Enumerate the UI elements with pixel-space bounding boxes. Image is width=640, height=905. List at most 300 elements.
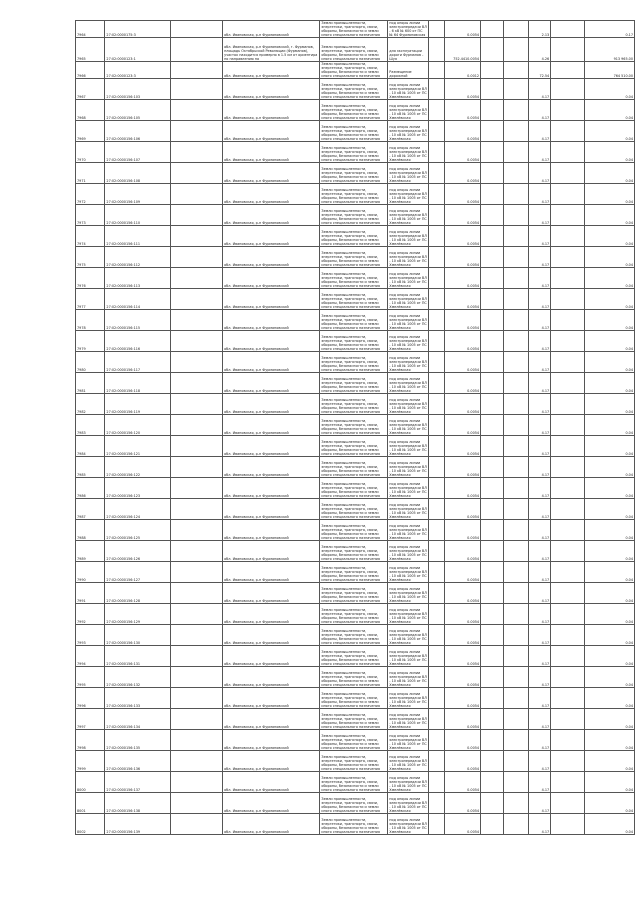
cell-empty: [429, 373, 445, 394]
cell-area: 0.0054: [444, 667, 480, 688]
cell-empty: [429, 478, 445, 499]
cell-addr: обл. Ивановская, р-н Фурмановский: [223, 457, 320, 478]
table-row: [76, 604, 635, 625]
table-row: [76, 373, 635, 394]
cell-empty: [551, 38, 585, 62]
cell-use: под опоры линии электропередачи ВЛ - 10 кВ № 1005 от ПС Хмелёвская: [388, 625, 429, 646]
cell-use: под опоры линии электропередачи ВЛ - 6 кВ № 600 от ПС № 64 Фурмановская: [389, 21, 427, 37]
cell-no: 8002: [76, 814, 105, 835]
cell-cat: Земли промышленности, энергетики, транспорта, связи, обороны, безопасности и земли иного специального назначения: [320, 331, 388, 352]
table-row: [76, 772, 635, 793]
cell-empty: [551, 814, 585, 835]
table-row: [76, 394, 635, 415]
cell-empty: [551, 604, 585, 625]
cell-total: 0.17: [585, 21, 635, 38]
cell-use: под опоры линии электропередачи ВЛ - 10 кВ № 1005 от ПС Хмелёвская: [388, 604, 429, 625]
cell-empty: [503, 373, 528, 394]
cell-cost: 4.17: [528, 646, 551, 667]
cell-addr: обл. Ивановская, р-н Фурмановский: [223, 21, 320, 38]
cell-cad: 27:02:0000156:109: [105, 184, 171, 205]
table-row: [76, 142, 635, 163]
cell-empty: [429, 247, 445, 268]
cell-empty: [551, 541, 585, 562]
cell-cost: 4.17: [528, 352, 551, 373]
cell-addr: обл. Ивановская, р-н Фурмановский, г. Фурманов, площадь Октябрьской Революции (Фурманов), участок находится примерно в 1.5 км от ориентира по направлению на: [223, 38, 320, 62]
cell-empty: [171, 520, 223, 541]
cell-addr: обл. Ивановская, р-н Фурмановский: [223, 646, 320, 667]
cell-total: 0.04: [585, 310, 635, 331]
cell-empty: [503, 247, 528, 268]
cell-use: под опоры линии электропередачи ВЛ - 10 кВ № 1005 от ПС Хмелёвская: [388, 457, 429, 478]
cell-empty: [503, 205, 528, 226]
table-row: [76, 310, 635, 331]
cell-cad: 27:02:0000156:119: [105, 394, 171, 415]
cell-cost: 4.17: [528, 814, 551, 835]
table-row: [76, 121, 635, 142]
cell-area: 0.0054: [444, 772, 480, 793]
cell-cost: 4.17: [528, 730, 551, 751]
cell-cost: 4.17: [528, 373, 551, 394]
cell-addr: обл. Ивановская, р-н Фурмановский: [223, 604, 320, 625]
cell-cost: 4.17: [528, 667, 551, 688]
cell-use: под опоры линии электропередачи ВЛ - 10 кВ № 1005 от ПС Хмелёвская: [388, 310, 429, 331]
cell-empty: [481, 709, 504, 730]
cell-empty: [503, 226, 528, 247]
cell-empty: [481, 814, 504, 835]
cell-area: 0.0054: [444, 394, 480, 415]
cell-no: 7995: [76, 667, 105, 688]
cell-empty: [171, 21, 223, 38]
cell-empty: [481, 205, 504, 226]
cell-no: 7975: [76, 247, 105, 268]
cell-total: 0.04: [585, 751, 635, 772]
table-row: [76, 751, 635, 772]
cell-use: под опоры линии электропередачи ВЛ - 10 кВ № 1005 от ПС Хмелёвская: [388, 373, 429, 394]
cell-cost: 4.17: [528, 289, 551, 310]
cell-cat: Земли промышленности, энергетики, транспорта, связи, обороны, безопасности и земли иного специального назначения: [320, 415, 388, 436]
cell-empty: [551, 289, 585, 310]
table-row: [76, 625, 635, 646]
cell-use: под опоры линии электропередачи ВЛ - 10 кВ № 1005 от ПС Хмелёвская: [388, 121, 429, 142]
cell-area: 0.0054: [444, 415, 480, 436]
cell-cat: Земли промышленности, энергетики, транспорта, связи, обороны, безопасности и земли иного специального назначения: [320, 793, 388, 814]
table-row: [76, 331, 635, 352]
cell-empty: [171, 100, 223, 121]
cell-cat: Земли промышленности, энергетики, транспорта, связи, обороны, безопасности и земли иного специального назначения: [320, 520, 388, 541]
cell-cad: 27:02:0000156:113: [105, 268, 171, 289]
cell-empty: [171, 499, 223, 520]
table-row: [76, 62, 635, 79]
cell-no: 7964: [76, 21, 105, 38]
cell-total: 0.04: [585, 478, 635, 499]
cell-area: 0.0054: [444, 814, 480, 835]
cell-use: под опоры линии электропередачи ВЛ - 10 кВ № 1005 от ПС Хмелёвская: [388, 583, 429, 604]
cell-empty: [429, 121, 445, 142]
cell-cat: Земли промышленности, энергетики, транспорта, связи, обороны, безопасности и земли иного специального назначения: [320, 667, 388, 688]
cell-empty: [481, 457, 504, 478]
cell-empty: [503, 709, 528, 730]
cell-cat: Земли промышленности, энергетики, транспорта, связи, обороны, безопасности и земли иного специального назначения: [320, 100, 388, 121]
table-row: [76, 583, 635, 604]
cell-cost: 4.17: [528, 184, 551, 205]
cell-total: 0.04: [585, 373, 635, 394]
cell-cost: 4.17: [528, 100, 551, 121]
cell-total: 0.04: [585, 415, 635, 436]
cell-area: 0.0054: [444, 583, 480, 604]
cell-addr: обл. Ивановская, р-н Фурмановский: [223, 79, 320, 100]
cell-no: 7982: [76, 394, 105, 415]
cell-no: 7976: [76, 268, 105, 289]
cell-area: 0.0054: [444, 142, 480, 163]
cell-empty: [481, 121, 504, 142]
cell-cost: 4.17: [528, 415, 551, 436]
cell-cost: 4.17: [528, 625, 551, 646]
cell-total: 0.04: [585, 730, 635, 751]
cell-cost: 4.17: [528, 604, 551, 625]
cell-empty: [429, 415, 445, 436]
cell-cost: 4.26: [528, 38, 551, 62]
cell-total: 0.04: [585, 772, 635, 793]
cell-empty: [429, 21, 445, 38]
cell-empty: [481, 730, 504, 751]
cell-empty: [503, 100, 528, 121]
cell-cat: Земли промышленности, энергетики, транспорта, связи, обороны, безопасности и земли иного специального назначения: [320, 478, 388, 499]
cell-use: под опоры линии электропередачи ВЛ - 10 кВ № 1005 от ПС Хмелёвская: [388, 646, 429, 667]
cell-addr: обл. Ивановская, р-н Фурмановский: [223, 373, 320, 394]
cell-no: 7974: [76, 226, 105, 247]
cell-cat: Земли промышленности, энергетики, транспорта, связи, обороны, безопасности и земли иного специального назначения: [320, 163, 388, 184]
cell-empty: [503, 289, 528, 310]
cell-empty: [503, 541, 528, 562]
cell-total: 0.04: [585, 394, 635, 415]
cell-no: 7985: [76, 457, 105, 478]
cell-area: 0.0054: [444, 562, 480, 583]
cell-use: под опоры линии электропередачи ВЛ - 10 кВ № 1005 от ПС Хмелёвская: [388, 751, 429, 772]
cell-cost: 4.17: [528, 79, 551, 100]
cell-empty: [551, 457, 585, 478]
cell-empty: [481, 310, 504, 331]
cell-cat: Земли промышленности, энергетики, транспорта, связи, обороны, безопасности и земли иного специального назначения: [320, 121, 388, 142]
cell-empty: [503, 415, 528, 436]
cell-addr: обл. Ивановская, р-н Фурмановский: [223, 394, 320, 415]
cell-use: под опоры линии электропередачи ВЛ - 10 кВ № 1005 от ПС Хмелёвская: [388, 562, 429, 583]
cell-area: 0.0054: [444, 289, 480, 310]
cell-cat: Земли промышленности, энергетики, транспорта, связи, обороны, безопасности и земли иного специального назначения: [320, 709, 388, 730]
cell-addr: обл. Ивановская, р-н Фурмановский: [223, 562, 320, 583]
cell-empty: [503, 62, 528, 79]
cell-total: 0.04: [585, 604, 635, 625]
cell-no: 7992: [76, 604, 105, 625]
cell-empty: [429, 310, 445, 331]
cell-cat: Земли промышленности, энергетики, транспорта, связи, обороны, безопасности и земли иного специального назначения: [320, 541, 388, 562]
cell-empty: [551, 751, 585, 772]
table-row: [76, 205, 635, 226]
cell-area: 0.0054: [444, 184, 480, 205]
cell-empty: [551, 331, 585, 352]
cell-cad: 27:02:0000156:114: [105, 289, 171, 310]
cell-cat: Земли промышленности, энергетики, транспорта, связи, обороны, безопасности и земли иного специального назначения: [320, 436, 388, 457]
cell-empty: [481, 667, 504, 688]
cell-total: 0.04: [585, 289, 635, 310]
cell-empty: [551, 709, 585, 730]
cell-cat: Земли промышленности, энергетики, транспорта, связи, обороны, безопасности и земли иного специального назначения: [320, 394, 388, 415]
cell-total: 0.04: [585, 121, 635, 142]
cell-area: 0.0054: [444, 457, 480, 478]
cell-empty: [171, 625, 223, 646]
cell-empty: [551, 667, 585, 688]
cell-cad: 27:02:0000156:135: [105, 730, 171, 751]
cell-empty: [171, 184, 223, 205]
cell-cad: 27:02:0000156:138: [105, 793, 171, 814]
cell-area: 0.0054: [444, 499, 480, 520]
cell-total: 0.04: [585, 688, 635, 709]
table-row: [76, 688, 635, 709]
cell-empty: [503, 646, 528, 667]
cell-cost: 4.17: [528, 562, 551, 583]
cell-no: 7997: [76, 709, 105, 730]
cell-use: под опоры линии электропередачи ВЛ - 10 кВ № 1005 от ПС Хмелёвская: [388, 478, 429, 499]
cell-cost: 4.17: [528, 520, 551, 541]
cell-cat: Земли промышленности, энергетики, транспорта, связи, обороны, безопасности и земли иного специального назначения: [320, 268, 388, 289]
cell-cost: 4.17: [528, 331, 551, 352]
cell-cad: 27:02:0000156:123: [105, 478, 171, 499]
cell-empty: [551, 772, 585, 793]
cell-use: под опоры линии электропередачи ВЛ - 10 кВ № 1005 от ПС Хмелёвская: [388, 100, 429, 121]
cell-cad: 27:02:0000156:132: [105, 667, 171, 688]
cell-empty: [551, 121, 585, 142]
cell-empty: [429, 142, 445, 163]
cell-empty: [171, 709, 223, 730]
table-row: [76, 520, 635, 541]
cell-area: 0.0054: [444, 163, 480, 184]
cell-empty: [503, 310, 528, 331]
cell-cat: Земли промышленности, энергетики, транспорта, связи, обороны, безопасности и земли иного специального назначения: [320, 583, 388, 604]
cell-cad: 27:02:0000156:122: [105, 457, 171, 478]
cell-cad: 27:02:0000156:111: [105, 226, 171, 247]
cell-cat: Земли промышленности, энергетики, транспорта, связи, обороны, безопасности и земли иного специального назначения: [320, 814, 388, 835]
cell-addr: обл. Ивановская, р-н Фурмановский: [223, 100, 320, 121]
cell-no: 7983: [76, 415, 105, 436]
cell-cat: Земли промышленности, энергетики, транспорта, связи, обороны, безопасности и земли иного специального назначения: [320, 352, 388, 373]
cell-use: под опоры линии электропередачи ВЛ - 10 кВ № 1005 от ПС Хмелёвская: [388, 226, 429, 247]
cell-cat: Земли промышленности, энергетики, транспорта, связи, обороны, безопасности и земли иного специального назначения: [320, 499, 388, 520]
cell-empty: [481, 226, 504, 247]
cell-use: под опоры линии электропередачи ВЛ - 10 кВ № 1005 от ПС Хмелёвская: [388, 163, 429, 184]
cell-use: Размещение дорожной: [388, 62, 429, 79]
table-row: [76, 457, 635, 478]
cell-empty: [551, 688, 585, 709]
cell-empty: [429, 583, 445, 604]
cell-empty: [171, 667, 223, 688]
cell-total: 0.04: [585, 583, 635, 604]
cell-empty: [551, 415, 585, 436]
cell-empty: [171, 562, 223, 583]
cell-total: 0.04: [585, 79, 635, 100]
cell-empty: [429, 205, 445, 226]
table-row: [76, 562, 635, 583]
table-row: [76, 163, 635, 184]
cell-empty: [503, 121, 528, 142]
cell-addr: обл. Ивановская, р-н Фурмановский: [223, 436, 320, 457]
cell-cat: Земли промышленности, энергетики, транспорта, связи, обороны, безопасности и земли иного специального назначения: [320, 79, 388, 100]
cell-cad: 27:02:0000156:129: [105, 604, 171, 625]
cell-area: 0.0054: [444, 625, 480, 646]
cell-addr: обл. Ивановская, р-н Фурмановский: [223, 289, 320, 310]
cell-addr: обл. Ивановская, р-н Фурмановский: [223, 793, 320, 814]
cell-empty: [481, 520, 504, 541]
cell-empty: [171, 247, 223, 268]
cell-cad: 27:02:0000175:3: [105, 21, 171, 38]
cell-cat: Земли промышленности, энергетики, транспорта, связи, обороны, безопасности и земли иного специального назначения: [320, 373, 388, 394]
cell-cad: 27:02:0000156:128: [105, 583, 171, 604]
cell-cat: Земли промышленности, энергетики, транспорта, связи, обороны, безопасности и земли иного специального назначения: [320, 772, 388, 793]
cell-addr: обл. Ивановская, р-н Фурмановский: [223, 268, 320, 289]
cell-area: 752.4410.0054: [444, 38, 480, 62]
cell-cost: 4.17: [528, 142, 551, 163]
cell-use: под опоры линии электропередачи ВЛ - 10 кВ № 1005 от ПС Хмелёвская: [388, 289, 429, 310]
cell-empty: [503, 814, 528, 835]
cell-empty: [429, 793, 445, 814]
cell-cad: 27:02:0000156:126: [105, 541, 171, 562]
cell-cad: 27:02:0000156:108: [105, 163, 171, 184]
cell-use: для эксплуатации дороги Фурманов - Шуя: [388, 38, 429, 62]
cell-use: под опоры линии электропередачи ВЛ - 10 кВ № 1005 от ПС Хмелёвская: [388, 352, 429, 373]
cell-empty: [429, 562, 445, 583]
cell-addr: обл. Ивановская, р-н Фурмановский: [223, 163, 320, 184]
cell-cost: 4.17: [528, 436, 551, 457]
cell-empty: [429, 667, 445, 688]
cell-addr: обл. Ивановская, р-н Фурмановский: [223, 310, 320, 331]
cell-no: 7972: [76, 184, 105, 205]
cell-cost: 4.17: [528, 688, 551, 709]
cell-empty: [171, 163, 223, 184]
table-row: [76, 478, 635, 499]
cell-empty: [171, 583, 223, 604]
cell-cat: Земли промышленности, энергетики, транспорта, связи, обороны, безопасности и земли иного специального назначения: [320, 21, 388, 38]
cell-area: 0.0054: [444, 100, 480, 121]
cell-empty: [481, 21, 504, 38]
cell-cost: 4.17: [528, 394, 551, 415]
cell-area: 0.0054: [444, 688, 480, 709]
cell-addr: обл. Ивановская, р-н Фурмановский: [223, 814, 320, 835]
cell-cad: 27:02:0000156:118: [105, 373, 171, 394]
cell-cat: Земли промышленности, энергетики, транспорта, связи, обороны, безопасности и земли иного специального назначения: [320, 457, 388, 478]
cell-empty: [503, 751, 528, 772]
cell-cad: 27:02:0000156:134: [105, 709, 171, 730]
cell-addr: обл. Ивановская, р-н Фурмановский: [223, 352, 320, 373]
cell-cost: 4.17: [528, 793, 551, 814]
cell-empty: [551, 247, 585, 268]
cell-empty: [481, 62, 504, 79]
cell-cat: Земли промышленности, энергетики, транспорта, связи, обороны, безопасности и земли иного специального назначения: [320, 142, 388, 163]
cell-empty: [481, 751, 504, 772]
table-row: [76, 415, 635, 436]
cell-empty: [429, 751, 445, 772]
cell-area: 0.0054: [444, 268, 480, 289]
cell-empty: [171, 289, 223, 310]
cell-cad: 27:02:0000156:125: [105, 520, 171, 541]
cell-empty: [551, 100, 585, 121]
cell-no: 7980: [76, 352, 105, 373]
cell-cost: 4.17: [528, 226, 551, 247]
cell-empty: [481, 478, 504, 499]
cell-empty: [503, 38, 528, 62]
cell-empty: [429, 520, 445, 541]
cell-total: 0.04: [585, 142, 635, 163]
cell-empty: [503, 79, 528, 100]
cell-cad: 27:02:0000156:110: [105, 205, 171, 226]
cell-empty: [429, 163, 445, 184]
cell-use: под опоры линии электропередачи ВЛ - 10 кВ № 1005 от ПС Хмелёвская: [388, 541, 429, 562]
cell-empty: [429, 79, 445, 100]
cell-empty: [481, 184, 504, 205]
cell-empty: [481, 583, 504, 604]
cell-empty: [429, 457, 445, 478]
cell-empty: [551, 625, 585, 646]
cell-empty: [551, 142, 585, 163]
cell-cat: Земли промышленности, энергетики, транспорта, связи, обороны, безопасности и земли иного специального назначения: [320, 310, 388, 331]
cell-empty: [503, 730, 528, 751]
cell-addr: обл. Ивановская, р-н Фурмановский: [223, 625, 320, 646]
cell-area: 0.0054: [444, 121, 480, 142]
cell-addr: обл. Ивановская, р-н Фурмановский: [223, 772, 320, 793]
cell-empty: [481, 625, 504, 646]
cell-cost: 4.17: [528, 751, 551, 772]
cell-use: под опоры линии электропередачи ВЛ - 10 кВ № 1005 от ПС Хмелёвская: [388, 730, 429, 751]
cell-cad: 27:02:0000156:105: [105, 100, 171, 121]
cell-area: 0.0054: [444, 541, 480, 562]
cell-empty: [171, 226, 223, 247]
cell-empty: [429, 625, 445, 646]
cell-cad: 27:02:0000156:127: [105, 562, 171, 583]
cell-area: 0.0054: [444, 226, 480, 247]
table-row: [76, 730, 635, 751]
cell-empty: [429, 289, 445, 310]
cell-cad: 27:02:0000156:130: [105, 625, 171, 646]
cell-empty: [429, 38, 445, 62]
cell-total: 0.04: [585, 184, 635, 205]
cell-empty: [551, 184, 585, 205]
cell-cost: 72.54: [528, 62, 551, 79]
table-row: [76, 541, 635, 562]
table-row: [76, 499, 635, 520]
cell-cat: Земли промышленности, энергетики, транспорта, связи, обороны, безопасности и земли иного специального назначения: [320, 646, 388, 667]
cell-empty: [503, 457, 528, 478]
table-row: [76, 226, 635, 247]
cell-empty: [171, 793, 223, 814]
cell-total: 0.04: [585, 436, 635, 457]
cell-cad: 27:02:0000156:115: [105, 310, 171, 331]
cell-area: 0.0054: [444, 751, 480, 772]
cell-area: 0.0054: [444, 310, 480, 331]
cell-empty: [503, 772, 528, 793]
cell-cad: 27:02:0000156:103: [105, 79, 171, 100]
cell-cad: 27:02:0000156:137: [105, 772, 171, 793]
cell-total: 0.04: [585, 331, 635, 352]
cell-cat: Земли промышленности, энергетики, транспорта, связи, обороны, безопасности и земли иного специального назначения: [320, 247, 388, 268]
cell-empty: [481, 604, 504, 625]
cell-no: 7994: [76, 646, 105, 667]
cell-cad: 27:02:0000156:112: [105, 247, 171, 268]
cell-empty: [503, 667, 528, 688]
cell-addr: обл. Ивановская, р-н Фурмановский: [223, 583, 320, 604]
cell-empty: [429, 499, 445, 520]
cell-no: 7988: [76, 520, 105, 541]
cell-cad: 27:02:0000156:131: [105, 646, 171, 667]
cell-empty: [503, 688, 528, 709]
cell-empty: [429, 709, 445, 730]
cell-empty: [551, 562, 585, 583]
